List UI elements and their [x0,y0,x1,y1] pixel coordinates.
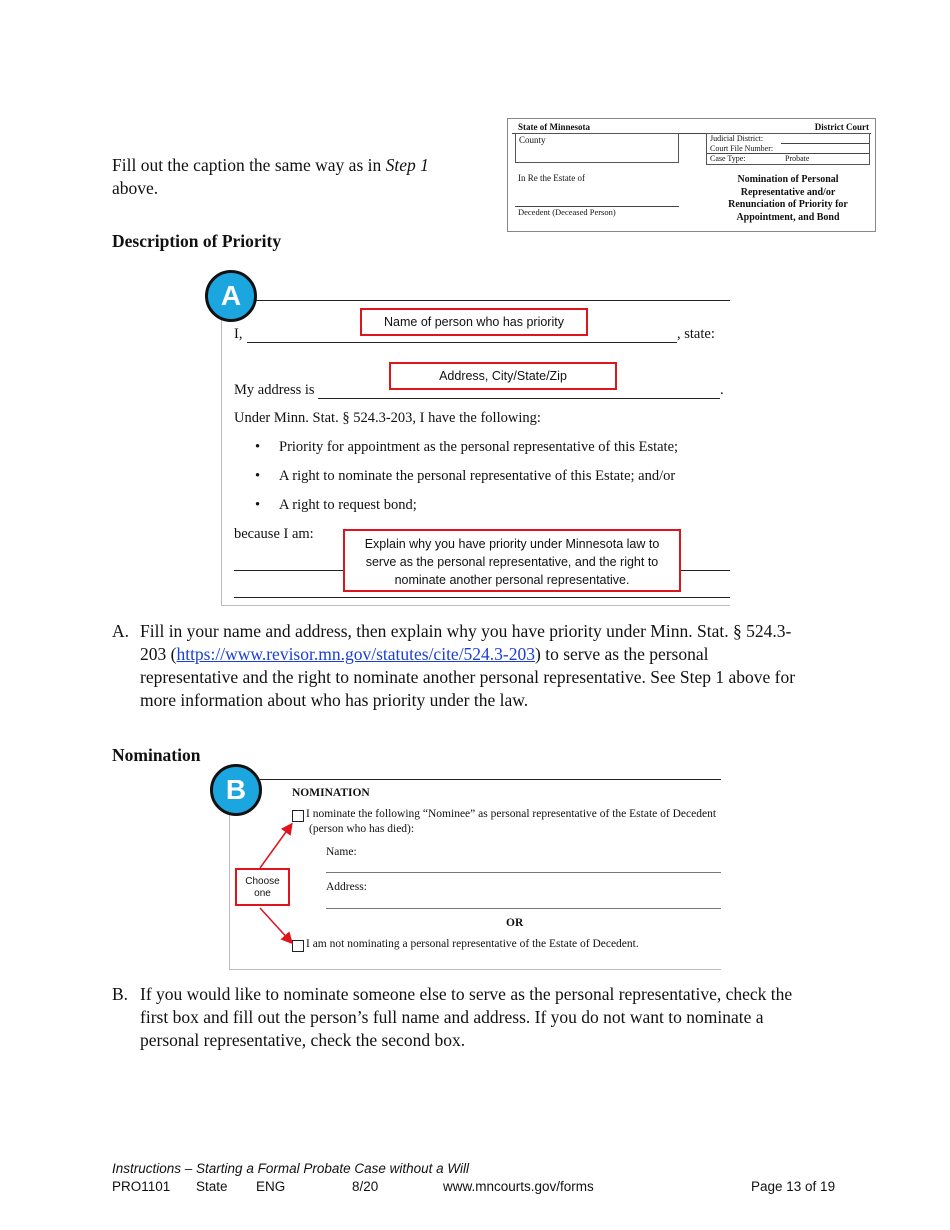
instruction-b-marker: B. [112,984,129,1004]
state-label: , state: [677,326,715,342]
option1-text-cont: (person who has died): [309,823,415,835]
arrow-down [260,908,291,942]
case-type-label: Case Type: [710,154,746,163]
caption-court: District Court [814,122,869,132]
nomination-heading: Nomination [112,745,201,765]
case-type-value: Probate [785,154,810,163]
footer-title: Instructions – Starting a Formal Probate Case without a Will [112,1161,470,1176]
because-label: because I am: [234,526,314,542]
bullet-item: A right to nominate the personal representative of this Estate; and/or [279,468,676,484]
caption-intro: Fill out the caption the same way as in Step 1 above. [112,155,429,198]
address-label: My address is [234,382,315,398]
footer-page-number: Page 13 of 19 [751,1179,836,1194]
priority-heading: Description of Priority [112,231,282,251]
step-reference: Step 1 [385,155,429,175]
estate-label: In Re the Estate of [518,173,585,183]
bullet-dot: • [255,439,261,455]
nominee-name-line [326,872,721,873]
judicial-district-label: Judicial District: [710,134,764,143]
badge-b: B [210,764,262,816]
court-file-label: Court File Number: [710,144,774,153]
form-top-rule [254,300,730,301]
or-label: OR [506,917,524,929]
nomination-form-heading: NOMINATION [292,787,370,799]
nomination-form-sample [229,779,721,970]
caption-sample [507,118,876,232]
badge-a: A [205,270,257,322]
name-callout: Name of person who has priority [360,308,588,336]
footer-date: 8/20 [352,1179,379,1194]
footer-language: ENG [256,1179,286,1194]
instruction-b-text: If you would like to nominate someone else to serve as the personal representative, check the first box and fill out the person’s full name and address. If you do not want to nominate a personal representative, check the second box. [140,984,793,1050]
court-info-box [706,133,870,165]
nominee-address-label: Address: [326,881,367,893]
explain-callout: Explain why you have priority under Minnesota law to serve as the personal representative, and the right to nominate another personal representative. [343,529,681,592]
statute-line: Under Minn. Stat. § 524.3-203, I have the following: [234,410,541,426]
bullet-dot: • [255,468,261,484]
caption-state: State of Minnesota [518,122,590,132]
priority-form-sample [221,300,730,606]
county-box [515,133,679,163]
name-line [247,342,677,343]
decedent-label: Decedent (Deceased Person) [518,207,616,217]
county-label: County [519,135,546,145]
choose-one-callout: Choose one [235,868,290,906]
address-end: . [720,382,724,398]
bullet-item: Priority for appointment as the personal representative of this Estate; [279,439,679,455]
reason-line-2 [234,597,730,598]
address-callout: Address, City/State/Zip [389,362,617,390]
footer-form-code: PRO1101 [112,1179,171,1194]
bullet-item: A right to request bond; [279,497,417,513]
option2-text: I am not nominating a personal representative of the Estate of Decedent. [306,938,639,950]
instruction-a-marker: A. [112,621,130,641]
nominee-address-line [326,908,721,909]
footer-scope: State [196,1179,228,1194]
statute-link[interactable]: https://www.revisor.mn.gov/statutes/cite/524.3-203 [176,644,536,664]
i-label: I, [234,326,243,342]
arrow-up [260,825,291,868]
nominee-name-label: Name: [326,846,357,858]
footer-website: www.mncourts.gov/forms [443,1179,594,1194]
option1-text: I nominate the following “Nominee” as personal representative of the Estate of Decedent [306,808,717,820]
form-top-rule [260,779,721,780]
caption-form-title: Nomination of Personal Representative and/or Renunciation of Priority for Appointment, and Bond [728,174,848,223]
bullet-dot: • [255,497,261,513]
instruction-a-text: Fill in your name and address, then explain why you have priority under Minn. Stat. § 524.3- 203 (https://www.revisor.mn.gov/statutes/cite/524.3-203) to serve as the personal representative and the right to nominate another personal representative. See Step 1 above for more information about who has priority under the law. [140,621,796,710]
address-line [318,398,720,399]
